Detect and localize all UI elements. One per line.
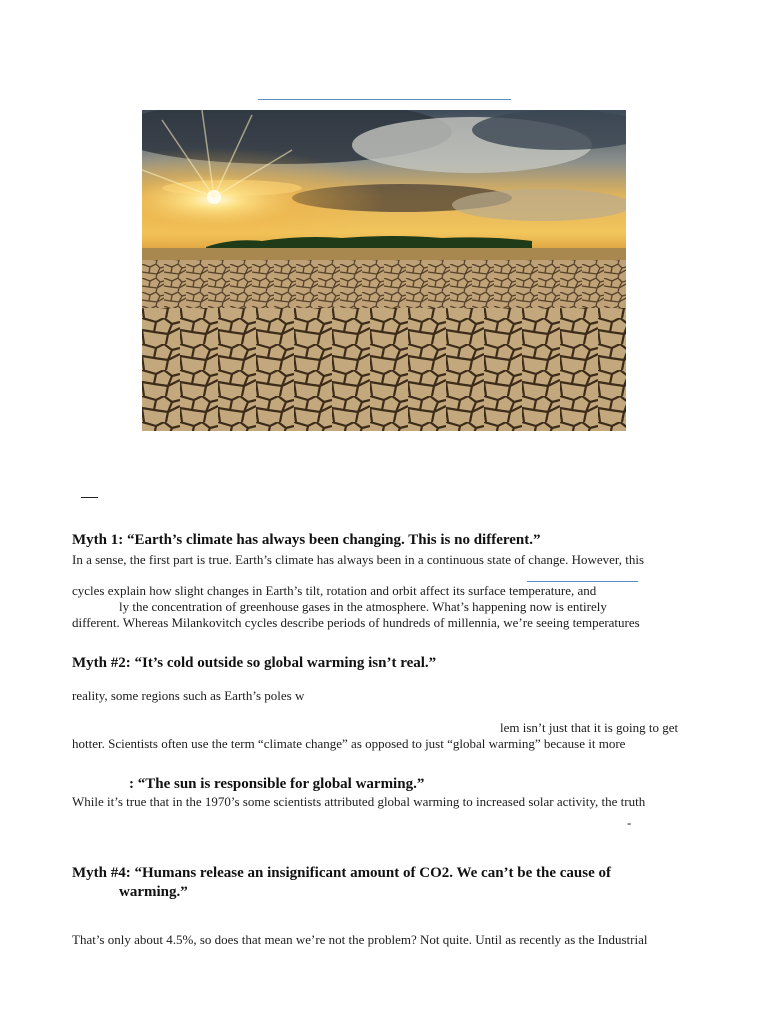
myth1-heading: Myth 1: “Earth’s climate has always been changing. This is no different.”: [72, 532, 541, 548]
hero-image: [142, 110, 626, 431]
myth2-heading: Myth #2: “It’s cold outside so global warming isn’t real.”: [72, 655, 437, 671]
myth2-line-1: reality, some regions such as Earth’s poles w: [72, 688, 305, 703]
myth4-line-1: That’s only about 4.5%, so does that mean we’re not the problem? Not quite. Until as recently as the Industrial: [72, 932, 648, 947]
myth2-line-3: hotter. Scientists often use the term “climate change” as opposed to just “global warming” because it more: [72, 736, 626, 751]
myth4-heading-line-2: warming.”: [119, 884, 188, 900]
myth3-heading: : “The sun is responsible for global warming.”: [129, 776, 425, 792]
myth1-line-1: In a sense, the first part is true. Earth’s climate has always been in a continuous state of change. However, this: [72, 552, 645, 567]
myth3-line-1: While it’s true that in the 1970’s some scientists attributed global warming to increased solar activity, the truth: [72, 794, 646, 809]
myth1-link-underline[interactable]: [527, 581, 638, 582]
myth4-heading-line-1: Myth #4: “Humans release an insignificant amount of CO2. We can’t be the cause of: [72, 865, 612, 881]
myth1-line-2: cycles explain how slight changes in Earth’s tilt, rotation and orbit affect its surface temperature, and: [72, 583, 597, 598]
header-link-underline[interactable]: [258, 99, 511, 100]
separator-dash: [81, 497, 98, 498]
myth2-line-2: lem isn’t just that it is going to get: [500, 720, 679, 735]
myth1-line-3: ly the concentration of greenhouse gases in the atmosphere. What’s happening now is entirely: [119, 599, 607, 614]
myth1-line-4: different. Whereas Milankovitch cycles describe periods of hundreds of millennia, we’re seeing temperatures: [72, 615, 640, 630]
myth3-line-2: -: [627, 815, 632, 830]
